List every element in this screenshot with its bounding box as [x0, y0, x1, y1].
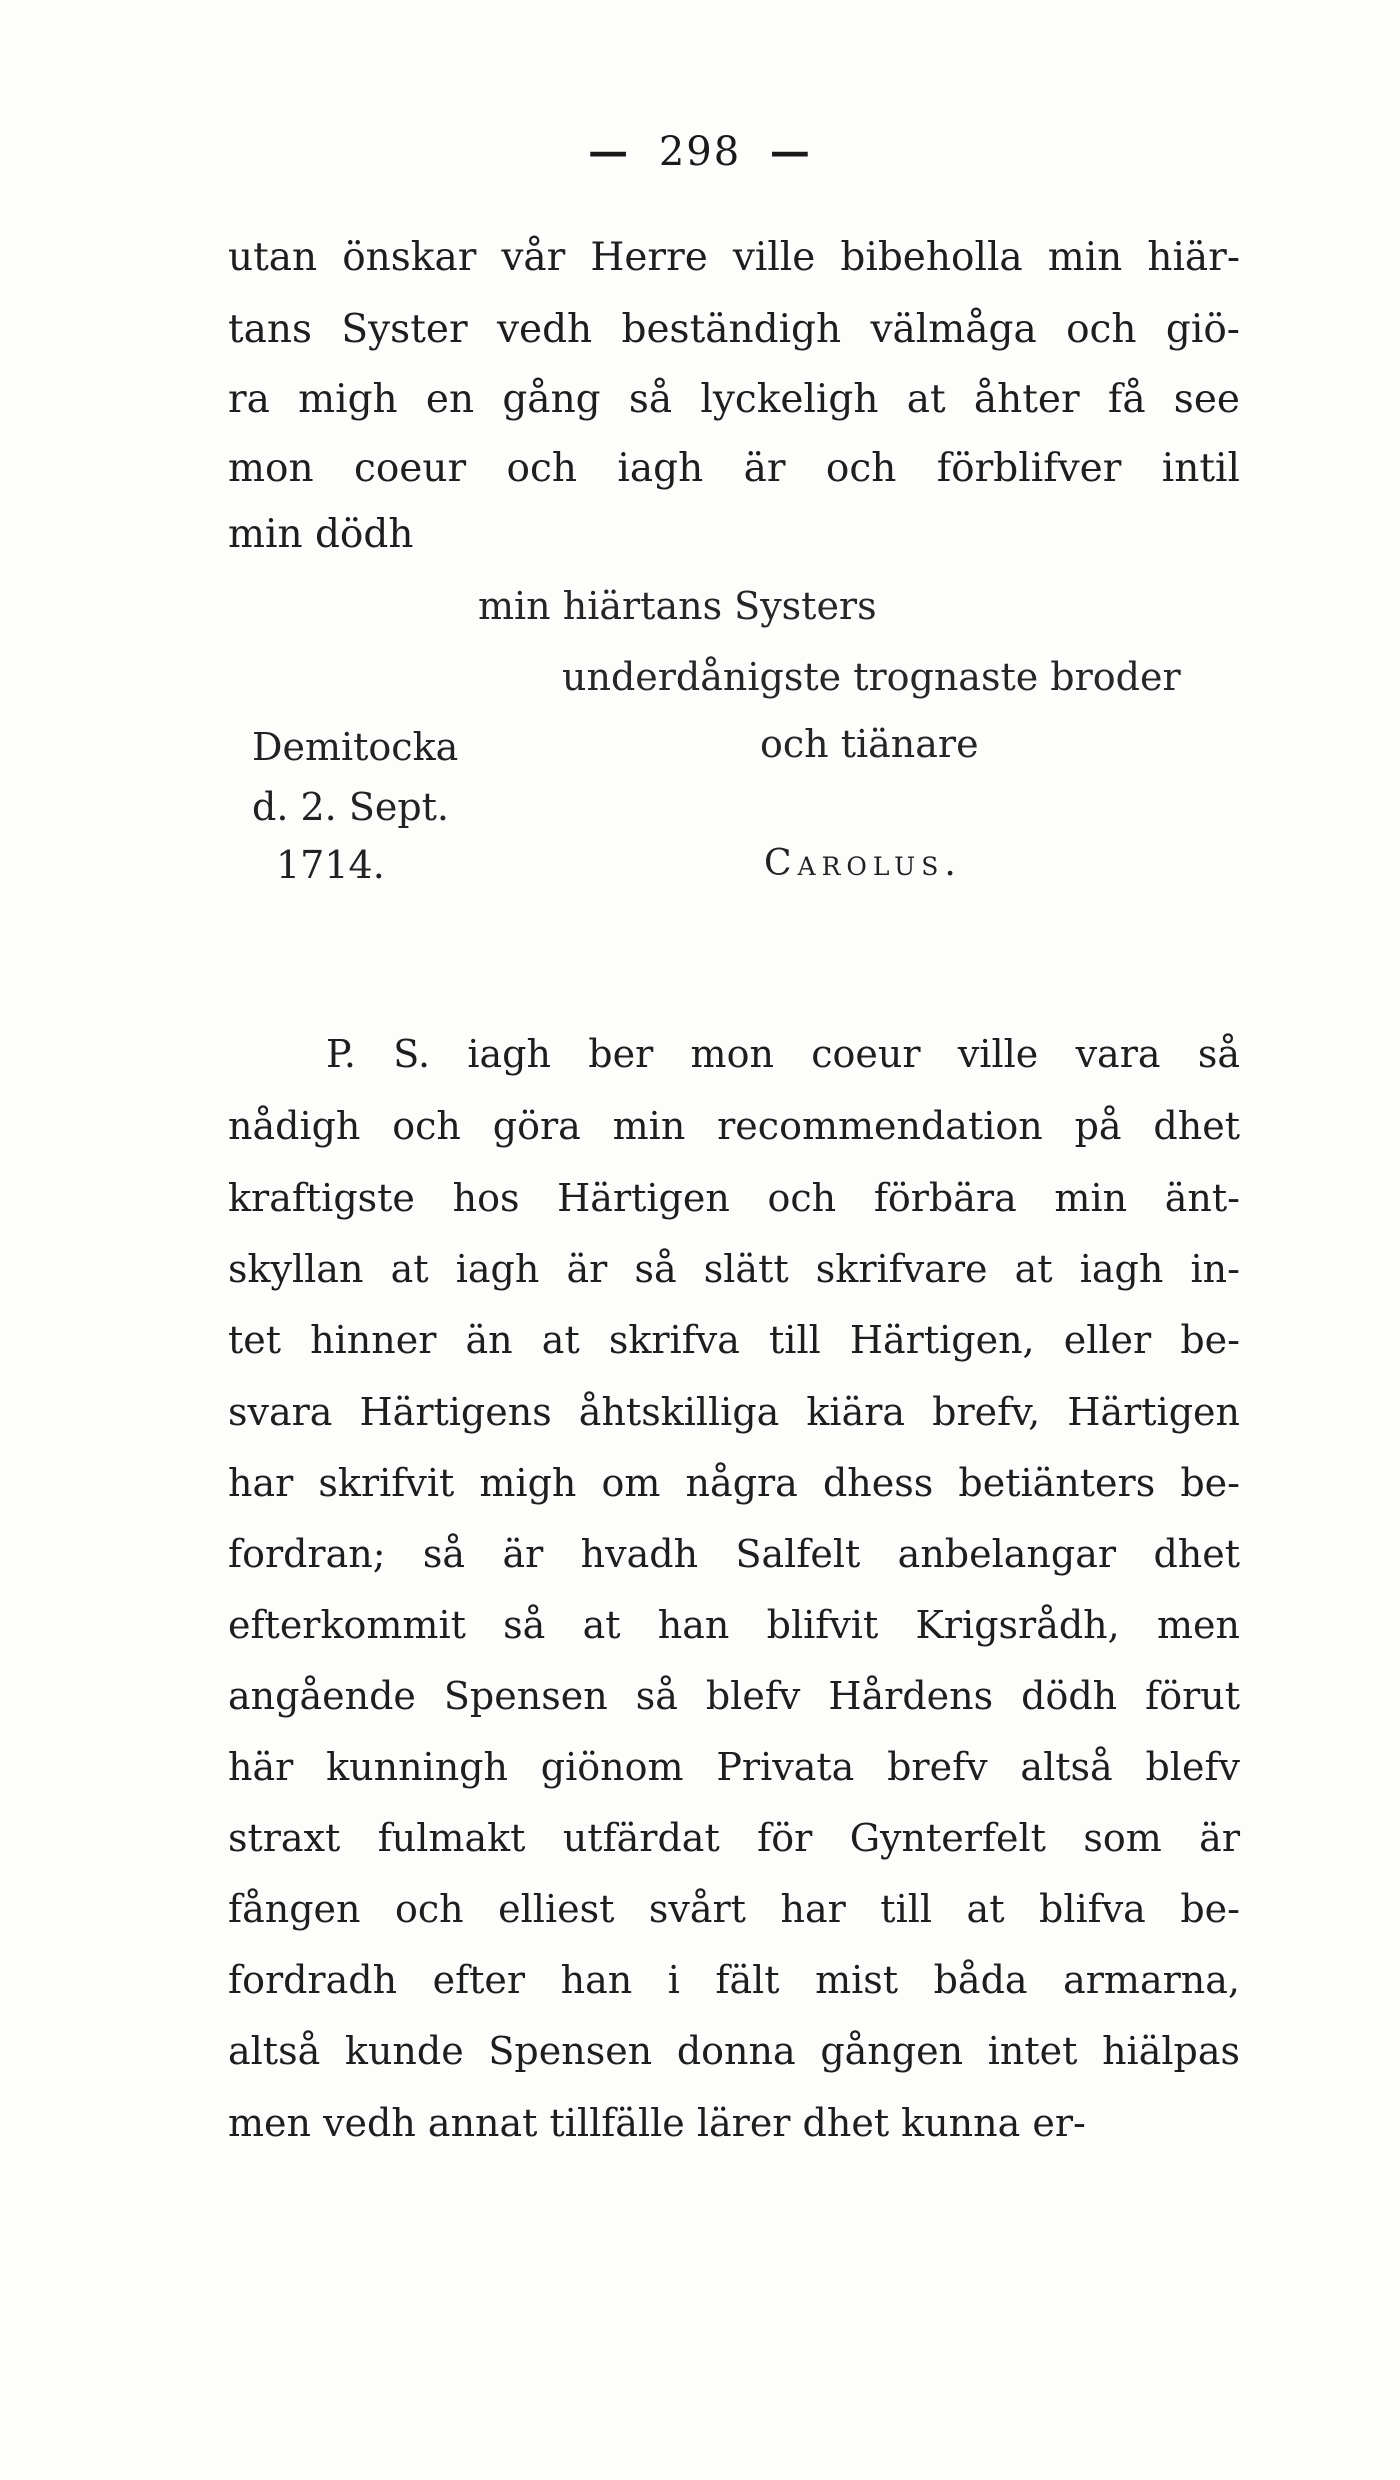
postscript-line: straxt fulmakt utfärdat för Gynterfelt som är: [228, 1816, 1240, 1860]
letter-line: min dödh: [228, 512, 414, 557]
header-dash-right: —: [769, 128, 812, 175]
place-name: Demitocka: [252, 725, 459, 769]
letter-date: d. 2. Sept.: [252, 785, 450, 829]
letter-line: utan önskar vår Herre ville bibeholla min hiär-: [228, 235, 1240, 280]
signature: Carolus.: [764, 843, 962, 884]
letter-line: mon coeur och iagh är och förblifver intil: [228, 446, 1240, 491]
closing-line-2: underdånigste trognaste broder: [562, 655, 1181, 699]
postscript-line: kraftigste hos Härtigen och förbära min änt-: [228, 1176, 1240, 1220]
header-dash-left: —: [588, 128, 631, 175]
postscript-line: angående Spensen så blefv Hårdens dödh förut: [228, 1674, 1240, 1718]
page-header: [0, 128, 1400, 175]
postscript-line: efterkommit så at han blifvit Krigsrådh, men: [228, 1603, 1240, 1647]
postscript-line: fången och elliest svårt har till at blifva be-: [228, 1887, 1240, 1931]
letter-line: tans Syster vedh beständigh välmåga och giö-: [228, 307, 1240, 352]
postscript-line: fordran; så är hvadh Salfelt anbelangar dhet: [228, 1532, 1240, 1576]
postscript-line: tet hinner än at skrifva till Härtigen, eller be-: [228, 1318, 1240, 1362]
postscript-line: fordradh efter han i fält mist båda armarna,: [228, 1958, 1240, 2002]
letter-year: 1714.: [276, 843, 385, 887]
closing-line-3: och tiänare: [760, 722, 979, 766]
postscript-line: svara Härtigens åhtskilliga kiära brefv, Härtigen: [228, 1390, 1240, 1434]
postscript-line: nådigh och göra min recommendation på dhet: [228, 1104, 1240, 1148]
letter-line: ra migh en gång så lyckeligh at åhter få see: [228, 377, 1240, 422]
postscript-line: har skrifvit migh om några dhess betiänters be-: [228, 1461, 1240, 1505]
postscript-line: skyllan at iagh är så slätt skrifvare at iagh in-: [228, 1247, 1240, 1291]
postscript-line: altså kunde Spensen donna gången intet hiälpas: [228, 2029, 1240, 2073]
page-number: 298: [658, 129, 742, 175]
closing-line-1: min hiärtans Systers: [478, 584, 877, 628]
postscript-line: här kunningh giönom Privata brefv altså blefv: [228, 1745, 1240, 1789]
postscript-line: P. S. iagh ber mon coeur ville vara så: [326, 1032, 1240, 1076]
postscript-line: men vedh annat tillfälle lärer dhet kunna er-: [228, 2101, 1086, 2145]
